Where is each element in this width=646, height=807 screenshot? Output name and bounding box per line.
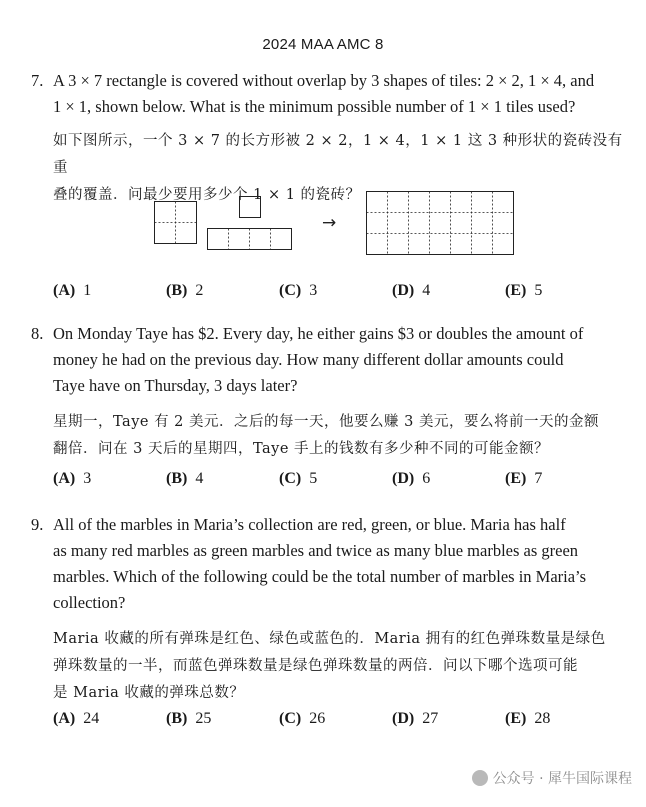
choice-letter: (A) xyxy=(53,710,76,727)
choice-letter: (A) xyxy=(53,282,76,299)
text-line: collection? xyxy=(53,593,126,612)
text-line: Maria 收藏的所有弹珠是红色、绿色或蓝色的．Maria 拥有的红色弹珠数量是绿色 xyxy=(53,631,606,647)
problem-text-english xyxy=(53,512,623,616)
choice-letter: (D) xyxy=(392,470,415,487)
text-line: On Monday Taye has $2. Every day, he either gains $3 or doubles the amount of xyxy=(53,324,584,343)
text-line: 星期一，Taye 有 2 美元．之后的每一天，他要么赚 3 美元，要么将前一天的金额 xyxy=(53,414,599,430)
choice-letter: (E) xyxy=(505,282,527,299)
wechat-icon xyxy=(472,770,488,786)
choice-letter: (E) xyxy=(505,710,527,727)
choice-value: 3 xyxy=(309,282,318,299)
text-line: 如下图所示，一个 3 × 7 的长方形被 2 × 2，1 × 4，1 × 1 这 3 种形状的瓷砖没有重 xyxy=(53,133,623,176)
choice-b[interactable] xyxy=(166,710,211,728)
text-line: Taye have on Thursday, 3 days later? xyxy=(53,376,298,395)
problem-text-english xyxy=(53,321,623,399)
choice-a[interactable] xyxy=(53,282,91,300)
choice-letter: (B) xyxy=(166,282,188,299)
choice-b[interactable] xyxy=(166,282,203,300)
text-line: A 3 × 7 rectangle is covered without overlap by 3 shapes of tiles: 2 × 2, 1 × 4, and xyxy=(53,71,595,90)
problem-text-english xyxy=(53,68,623,120)
choice-value: 25 xyxy=(195,710,212,727)
answer-choices xyxy=(53,282,613,306)
text-line: 翻倍．问在 3 天后的星期四，Taye 手上的钱数有多少种不同的可能金额？ xyxy=(53,441,550,457)
choice-letter: (B) xyxy=(166,710,188,727)
text-line: 弹珠数量的一半，而蓝色弹珠数量是绿色弹珠数量的两倍．问以下哪个选项可能 xyxy=(53,658,578,674)
choice-value: 7 xyxy=(534,470,543,487)
arrow-icon: → xyxy=(322,213,337,233)
problem-text-chinese xyxy=(53,409,623,463)
rectangle-3x7 xyxy=(367,192,514,255)
choice-d[interactable] xyxy=(392,470,430,488)
choice-value: 4 xyxy=(422,282,431,299)
answer-choices xyxy=(53,470,613,494)
choice-value: 26 xyxy=(309,710,326,727)
answer-choices xyxy=(53,710,613,734)
choice-d[interactable] xyxy=(392,282,430,300)
choice-value: 5 xyxy=(309,470,318,487)
text-line: 1 × 1, shown below. What is the minimum possible number of 1 × 1 tiles used? xyxy=(53,97,576,116)
choice-e[interactable] xyxy=(505,282,542,300)
watermark-text: 公众号 · 犀牛国际课程 xyxy=(492,771,632,787)
text-line: 是 Maria 收藏的弹珠总数？ xyxy=(53,685,245,701)
problem-text-chinese xyxy=(53,626,623,707)
choice-value: 28 xyxy=(534,710,551,727)
text-line: All of the marbles in Maria’s collection are red, green, or blue. Maria has half xyxy=(53,515,566,534)
choice-b[interactable] xyxy=(166,470,203,488)
choice-value: 4 xyxy=(195,470,204,487)
choice-a[interactable] xyxy=(53,710,99,728)
choice-c[interactable] xyxy=(279,710,325,728)
choice-c[interactable] xyxy=(279,282,317,300)
choice-letter: (E) xyxy=(505,470,527,487)
choice-e[interactable] xyxy=(505,710,550,728)
choice-value: 6 xyxy=(422,470,431,487)
choice-letter: (C) xyxy=(279,710,302,727)
problem-8 xyxy=(31,321,623,463)
choice-value: 24 xyxy=(83,710,100,727)
watermark xyxy=(472,768,632,788)
choice-letter: (D) xyxy=(392,710,415,727)
choice-letter: (D) xyxy=(392,282,415,299)
choice-value: 5 xyxy=(534,282,543,299)
choice-value: 2 xyxy=(195,282,204,299)
problem-number: 7. xyxy=(31,71,44,90)
page-title: 2024 MAA AMC 8 xyxy=(262,36,384,53)
choice-e[interactable] xyxy=(505,470,542,488)
tiles-figure xyxy=(150,188,520,260)
choice-value: 3 xyxy=(83,470,92,487)
choice-letter: (C) xyxy=(279,470,302,487)
choice-letter: (A) xyxy=(53,470,76,487)
choice-value: 1 xyxy=(83,282,92,299)
choice-c[interactable] xyxy=(279,470,317,488)
choice-d[interactable] xyxy=(392,710,438,728)
choice-letter: (B) xyxy=(166,470,188,487)
text-line: money he had on the previous day. How many different dollar amounts could xyxy=(53,350,564,369)
text-line: as many red marbles as green marbles and twice as many blue marbles as green xyxy=(53,541,579,560)
text-line: 叠的覆盖．问最少要用多少个 1 × 1 的瓷砖？ xyxy=(53,187,361,203)
tile-1x1 xyxy=(240,197,261,218)
choice-a[interactable] xyxy=(53,470,91,488)
problem-number: 9. xyxy=(31,515,44,534)
problem-9 xyxy=(31,512,623,707)
problem-number: 8. xyxy=(31,324,44,343)
choice-value: 27 xyxy=(422,710,439,727)
text-line: marbles. Which of the following could be the total number of marbles in Maria’s xyxy=(53,567,587,586)
choice-letter: (C) xyxy=(279,282,302,299)
